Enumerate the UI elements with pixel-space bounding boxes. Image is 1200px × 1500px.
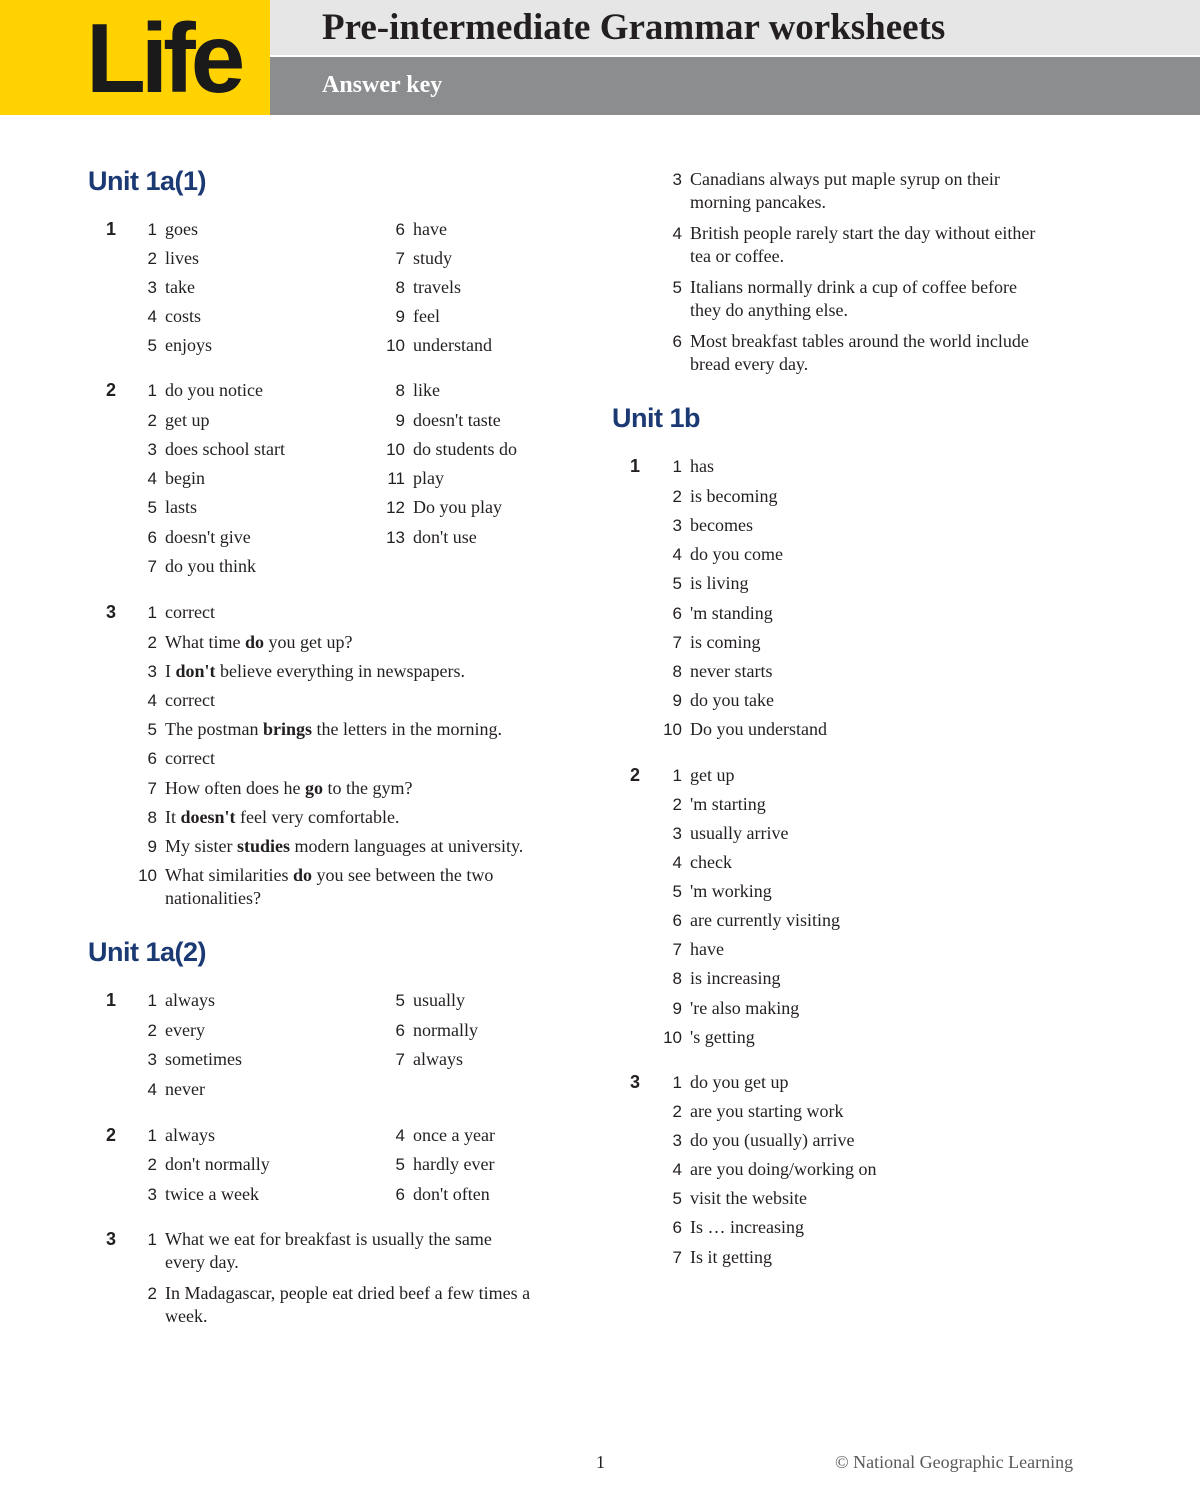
answer-item: 6 normally — [395, 1020, 478, 1040]
answer-item: 12 Do you play — [386, 497, 502, 517]
exercise-number: 2 — [106, 1125, 117, 1145]
answer-item: 2 What time do you get up? — [147, 632, 353, 652]
exercise-number: 1 — [106, 219, 117, 239]
copyright-notice: © National Geographic Learning — [835, 1452, 1074, 1472]
answer-item: 8 like — [395, 380, 440, 400]
answer-item: 4 once a year — [395, 1125, 495, 1145]
answer-item: 2 'm starting — [672, 794, 766, 814]
exercise-number: 3 — [630, 1072, 641, 1092]
answer-item: 2 In Madagascar, people eat dried beef a few times a week. — [147, 1283, 531, 1326]
answer-item: 8 travels — [395, 277, 461, 297]
answer-item: 10 understand — [386, 335, 492, 355]
exercise-number: 3 — [106, 602, 117, 622]
answer-item: 2 is becoming — [672, 486, 778, 506]
answer-item: 10 do students do — [386, 439, 518, 459]
answer-item: 6 doesn't give — [147, 527, 251, 547]
answer-item: 1 always — [147, 990, 215, 1010]
answer-item: 13 don't use — [386, 527, 477, 547]
answer-item: 3 does school start — [147, 439, 285, 459]
answer-item: 1 always — [147, 1125, 215, 1145]
unit-heading: Unit 1a(1) — [88, 166, 207, 196]
answer-item: 1 correct — [147, 602, 215, 622]
answer-item: 7 do you think — [147, 556, 257, 576]
answer-item: 4 never — [147, 1079, 205, 1099]
answer-item: 2 are you starting work — [672, 1101, 844, 1121]
answer-item: 6 Most breakfast tables around the world include bread every day. — [672, 331, 1029, 374]
answer-item: 8 is increasing — [672, 968, 781, 988]
answer-item: 5 The postman brings the letters in the morning. — [147, 719, 502, 739]
document-title: Pre-intermediate Grammar worksheets — [322, 7, 946, 48]
answer-item: 6 don't often — [395, 1184, 490, 1204]
answer-item: 5 'm working — [672, 881, 772, 901]
exercise-number: 1 — [630, 456, 641, 476]
answer-item: 9 feel — [395, 306, 440, 326]
exercise-number: 3 — [106, 1229, 117, 1249]
answer-item: 4 British people rarely start the day without either tea or coffee. — [672, 223, 1036, 266]
answer-item: 7 have — [672, 939, 724, 959]
answer-item: 3 becomes — [672, 515, 753, 535]
answer-item: 9 're also making — [672, 998, 800, 1018]
answer-item: 10 What similarities do you see between the two nationalities? — [138, 865, 494, 908]
answer-item: 3 I don't believe everything in newspapers. — [147, 661, 465, 681]
answer-item: 3 twice a week — [147, 1184, 259, 1204]
answer-item: 5 visit the website — [672, 1188, 807, 1208]
answer-item: 7 is coming — [672, 632, 761, 652]
exercise-number: 2 — [106, 380, 117, 400]
answer-item: 5 is living — [672, 573, 749, 593]
answer-item: 6 correct — [147, 748, 215, 768]
page-number: 1 — [596, 1452, 605, 1472]
answer-item: 1 has — [672, 456, 714, 476]
answer-item: 8 It doesn't feel very comfortable. — [147, 807, 400, 827]
answer-item: 2 don't normally — [147, 1154, 270, 1174]
answer-item: 2 every — [147, 1020, 205, 1040]
answer-item: 9 do you take — [672, 690, 774, 710]
answer-item: 4 check — [672, 852, 732, 872]
exercise-number: 1 — [106, 990, 117, 1010]
answer-item: 3 do you (usually) arrive — [672, 1130, 855, 1150]
answer-item: 7 study — [395, 248, 453, 268]
unit-heading: Unit 1b — [612, 403, 700, 433]
answer-item: 7 always — [395, 1049, 463, 1069]
answer-item: 10 's getting — [663, 1027, 755, 1047]
answer-item: 5 lasts — [147, 497, 198, 517]
answer-item: 3 usually arrive — [672, 823, 789, 843]
answer-item: 1 do you get up — [672, 1072, 789, 1092]
answer-item: 3 take — [147, 277, 195, 297]
answer-item: 1 What we eat for breakfast is usually the same every day. — [147, 1229, 492, 1272]
answer-item: 6 Is … increasing — [672, 1217, 804, 1237]
answer-item: 5 usually — [395, 990, 465, 1010]
answer-item: 5 Italians normally drink a cup of coffee before they do anything else. — [672, 277, 1018, 320]
answer-item: 1 goes — [147, 219, 198, 239]
answer-item: 7 How often does he go to the gym? — [147, 778, 413, 798]
document-subtitle: Answer key — [322, 72, 443, 98]
answer-item: 4 are you doing/working on — [672, 1159, 877, 1179]
answer-item: 3 sometimes — [147, 1049, 242, 1069]
answer-item: 5 hardly ever — [395, 1154, 495, 1174]
answer-item: 8 never starts — [672, 661, 773, 681]
answer-item: 7 Is it getting — [672, 1247, 772, 1267]
answer-item: 4 do you come — [672, 544, 783, 564]
exercise-number: 2 — [630, 765, 641, 785]
answer-item: 2 get up — [147, 410, 210, 430]
answer-item: 1 do you notice — [147, 380, 263, 400]
answer-item: 5 enjoys — [147, 335, 212, 355]
answer-item: 11 play — [387, 468, 444, 488]
answer-item: 4 begin — [147, 468, 205, 488]
answer-item: 3 Canadians always put maple syrup on their morning pancakes. — [672, 169, 1000, 212]
answer-item: 6 have — [395, 219, 447, 239]
answer-item: 9 My sister studies modern languages at university. — [147, 836, 524, 856]
unit-heading: Unit 1a(2) — [88, 937, 207, 967]
answer-item: 6 are currently visiting — [672, 910, 840, 930]
answer-item: 1 get up — [672, 765, 735, 785]
answer-item: 4 costs — [147, 306, 201, 326]
life-logo: Life — [86, 3, 241, 113]
answer-item: 9 doesn't taste — [395, 410, 501, 430]
answer-item: 2 lives — [147, 248, 199, 268]
answer-item: 6 'm standing — [672, 603, 773, 623]
answer-item: 10 Do you understand — [663, 719, 827, 739]
answer-item: 4 correct — [147, 690, 215, 710]
